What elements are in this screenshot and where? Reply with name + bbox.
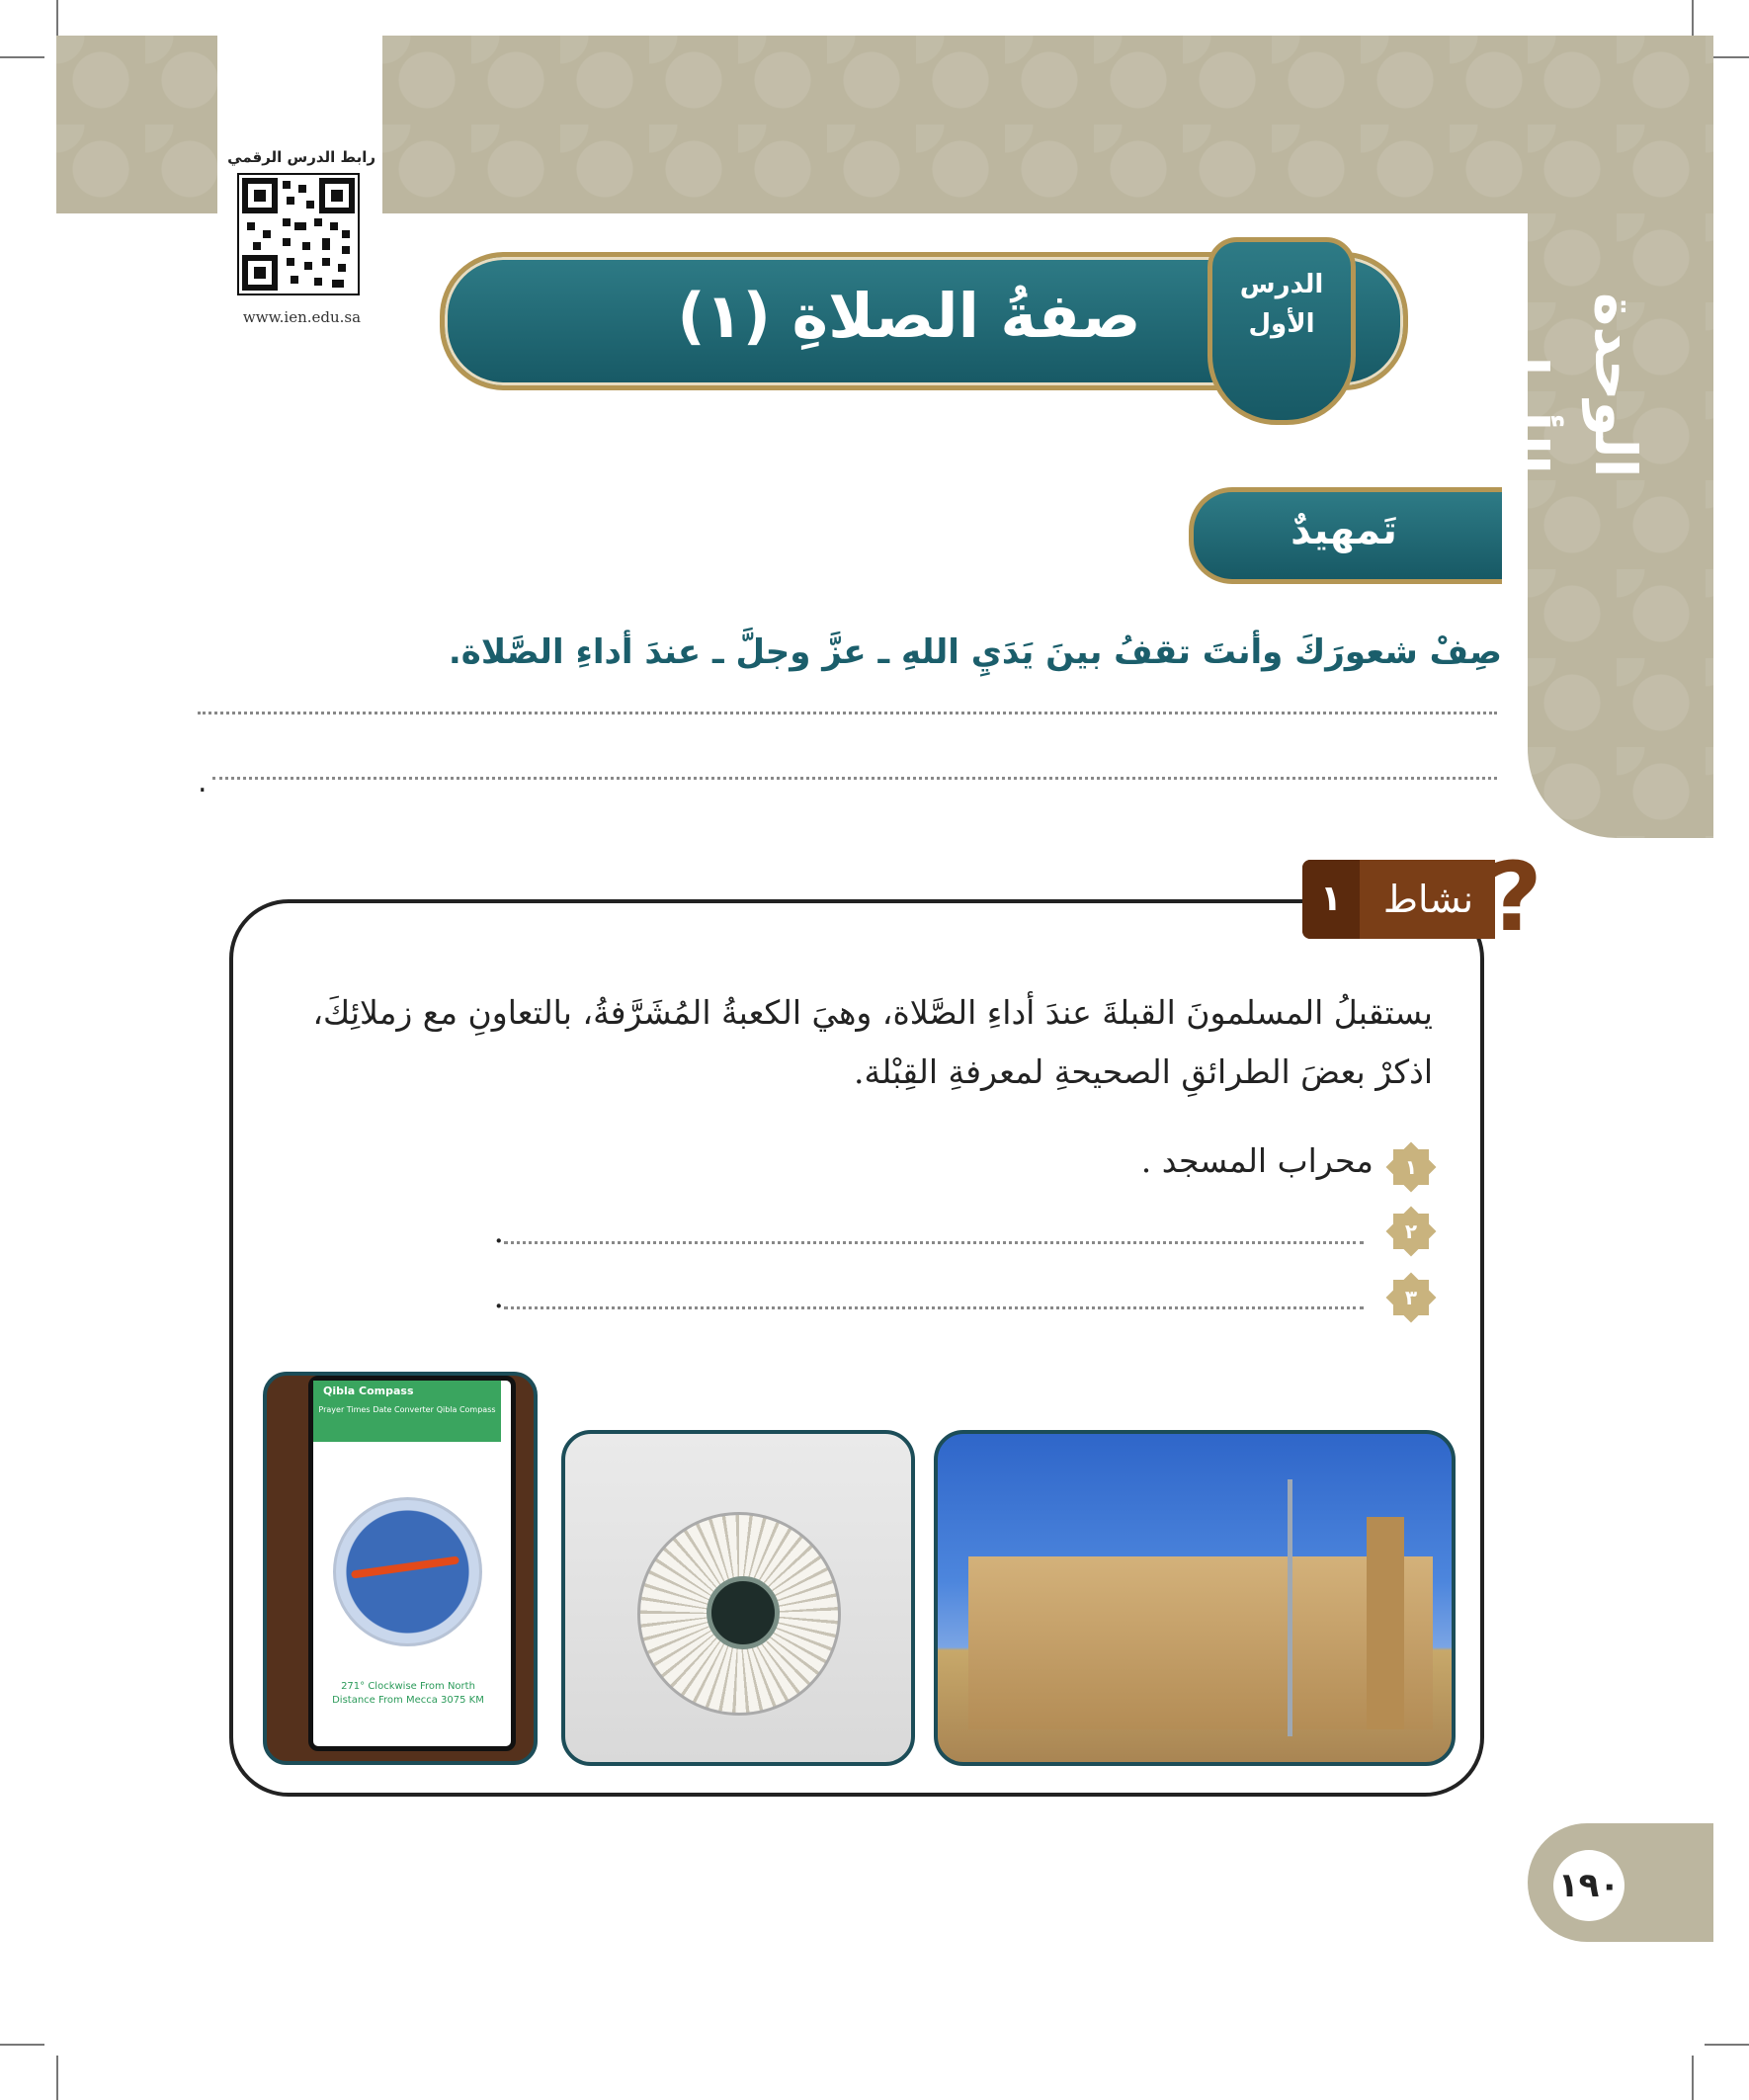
answer-line-1[interactable] — [198, 712, 1497, 714]
qr-code-icon — [239, 175, 358, 294]
phone-caption-line1: 271° Clockwise From North — [341, 1681, 475, 1692]
item-number-2 — [1393, 1214, 1429, 1249]
lesson-title: صفةُ الصلاةِ (١) — [677, 280, 1141, 352]
unit-title: الوحدة الأولى — [1493, 293, 1649, 478]
crop-mark — [56, 2056, 58, 2100]
question-mark-icon: ? — [1487, 842, 1542, 953]
phone-tab-3: Qibla Compass — [436, 1405, 496, 1414]
crop-mark — [0, 56, 44, 58]
item-number-3 — [1393, 1280, 1429, 1315]
lesson-badge-line1: الدرس — [1239, 270, 1324, 299]
header-band-left — [56, 36, 217, 213]
qr-code[interactable] — [237, 173, 360, 295]
minaret — [1367, 1517, 1404, 1729]
answer-line-end-dot: . — [198, 765, 208, 799]
item-num: ٢ — [1404, 1219, 1418, 1243]
item-num: ١ — [1404, 1155, 1418, 1179]
lesson-badge-line2: الأول — [1248, 309, 1315, 339]
phone-tab-1: Prayer Times — [318, 1405, 371, 1414]
mosque-building — [968, 1556, 1433, 1729]
phone-app-title: Qibla Compass — [323, 1385, 414, 1397]
compass-center-icon — [707, 1576, 780, 1649]
phone-app-bar — [313, 1381, 501, 1442]
item-text-2: . — [493, 1212, 504, 1250]
item-answer-line-2[interactable] — [504, 1241, 1364, 1244]
item-text-3: . — [493, 1277, 504, 1315]
qr-caption: رابط الدرس الرقمي — [227, 148, 375, 166]
phone-tab-2: Date Converter — [373, 1405, 434, 1414]
item-answer-line-3[interactable] — [504, 1306, 1364, 1309]
crop-mark — [1705, 2044, 1749, 2046]
item-num: ٣ — [1404, 1286, 1418, 1309]
activity-label: نشاط — [1382, 878, 1474, 921]
phone-caption — [314, 1680, 502, 1708]
crop-mark — [0, 2044, 44, 2046]
crop-mark — [1692, 2056, 1694, 2100]
phone-caption-line2: Distance From Mecca 3075 KM — [332, 1695, 484, 1706]
answer-line-2[interactable] — [212, 777, 1497, 780]
item-text-1: محراب المسجد . — [1140, 1141, 1374, 1180]
activity-paragraph: يستقبلُ المسلمونَ القبلةَ عندَ أداءِ الصَّلاة، وهيَ الكعبةُ المُشَرَّفةُ، بالتعاونِ مع زملائِكَ، اذكرْ بعضَ الطرائقِ الصحيحةِ لمعرفةِ القِبْلة. — [312, 993, 1433, 1091]
item-number-1 — [1393, 1149, 1429, 1185]
qr-url[interactable]: www.ien.edu.sa — [242, 308, 362, 326]
lesson-badge-label — [1208, 265, 1356, 344]
intro-heading: تَمهيدٌ — [1291, 508, 1397, 553]
street-lamp — [1288, 1479, 1292, 1736]
intro-question: صِفْ شعورَكَ وأنتَ تقفُ بينَ يَدَيِ اللهِ ـ عزَّ وجلَّ ـ عندَ أداءِ الصَّلاة. — [448, 632, 1502, 672]
page-number: ١٩٠ — [1557, 1866, 1621, 1905]
header-band — [382, 36, 1713, 213]
activity-number: ١ — [1302, 860, 1360, 939]
